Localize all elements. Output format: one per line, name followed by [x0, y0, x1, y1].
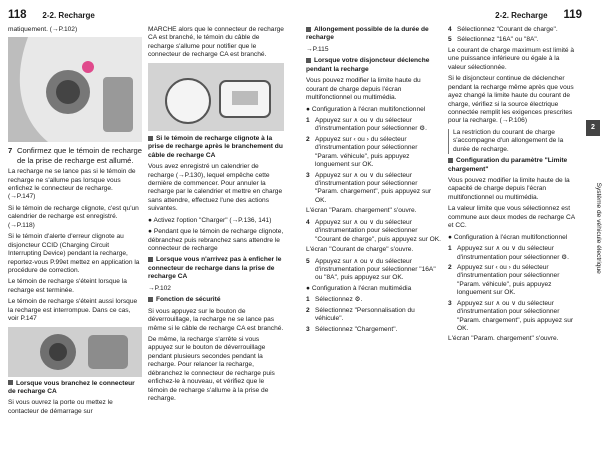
column-3	[306, 26, 442, 336]
paragraph: Si le disjoncteur continue de déclencher pendant la recharge même après que vous ayez changé la limite haute du courant de charge, vérifiez si la source électrique connectée remplit les exigences prescrites pour la recharge. (→P.106)	[448, 75, 574, 125]
multimedia-step-4: 4 Sélectionnez "Courant de charge".	[448, 26, 558, 33]
paragraph: Vous pouvez modifier la limite haute du courant de charge depuis l'écran multifonctionnel ou multimédia.	[306, 77, 421, 102]
paragraph: MARCHE alors que le connecteur de recharge CA est branché, le témoin du câble de recharge s'allume pour notifier que le connecteur de recharge CA est branché.	[148, 26, 284, 59]
paragraph: Si le témoin d'alerte d'erreur clignote au disjoncteur CCID (Charging Circuit Interrupting Device) pendant la recharge, reportez-vous P.99et mettez en application la procédure de correction.	[8, 233, 140, 274]
step-4: 4 Appuyez sur ∧ ou ∨ du sélecteur d'instrumentation pour sélectionner "Courant de charge", puis appuyez sur OK.	[306, 218, 442, 243]
square-bullet-icon	[8, 380, 13, 385]
charging-port-illustration	[8, 37, 142, 142]
step-number: 7	[8, 146, 13, 156]
step-2: 2 Appuyez sur ‹ ou › du sélecteur d'instrumentation pour sélectionner "Param. véhicule", puis appuyez longuement sur OK.	[448, 263, 560, 297]
paragraph: Le courant de charge maximum est limité à une puissance inférieure ou égale à la valeur sélectionnée.	[448, 46, 575, 71]
page-reference: →P.102	[148, 284, 171, 292]
square-bullet-icon	[306, 27, 311, 32]
multimedia-step-2: 2 Sélectionnez "Personnalisation du véhicule".	[306, 306, 415, 323]
connector-photo	[8, 327, 142, 377]
left-section-title: 2-2. Recharge	[42, 11, 95, 20]
page-reference: →P.115	[306, 45, 329, 53]
step-1: 1 Appuyez sur ∧ ou ∨ du sélecteur d'instrumentation pour sélectionner ⚙.	[306, 116, 427, 133]
left-header	[8, 8, 95, 24]
square-bullet-icon	[148, 297, 153, 302]
section-heading: Lorsque votre disjoncteur déclenche pendant la recharge	[306, 57, 430, 73]
paragraph: Si le témoin de recharge clignote, c'est qu'un calendrier de recharge est enregistré. (→P.118)	[8, 204, 139, 229]
section-heading: Lorsque vous branchez le connecteur de recharge CA	[8, 379, 135, 396]
square-bullet-icon	[306, 58, 311, 63]
bullet-item: ● Pendant que le témoin de recharge clignote, débranchez puis rebranchez sans attendre le connecteur de recharge	[148, 228, 284, 252]
paragraph: Vous avez enregistré un calendrier de recharge (→P.130), lequel empêche cette dernière de commencer. Pour annuler la recharge par le calendrier et mettre en charge sans attendre, effectuez l'une des actions suivantes.	[148, 163, 283, 213]
column-4	[448, 26, 576, 347]
connector-illustration	[8, 327, 142, 377]
chapter-tab: 2	[586, 120, 600, 136]
section-heading: Configuration du paramètre "Limite chargement"	[448, 157, 568, 173]
square-bullet-icon	[448, 158, 453, 163]
step-text: Confirmez que le témoin de recharge de la prise de recharge est allumé.	[17, 146, 142, 166]
step-note: L'écran "Param. chargement" s'ouvre.	[448, 335, 559, 343]
charging-port-photo	[8, 37, 142, 142]
section-heading: Fonction de sécurité	[148, 296, 284, 304]
left-page-number: 118	[8, 9, 27, 21]
step-note: L'écran "Param. chargement" s'ouvre.	[306, 207, 417, 215]
right-header	[495, 8, 582, 24]
section-heading: Lorsque vous n'arrivez pas à enficher le connecteur de recharge dans la prise de recharge CA	[148, 256, 282, 281]
instrument-cluster-illustration	[148, 63, 284, 131]
subheading: ● Configuration à l'écran multimédia	[306, 284, 412, 292]
subheading: ● Configuration à l'écran multifonctionnel	[448, 233, 568, 241]
paragraph: Vous pouvez modifier la limite haute de la capacité de charge depuis l'écran multifonctionnel ou multimédia.	[448, 177, 570, 201]
paragraph: De même, la recharge s'arrête si vous appuyez sur le bouton de déverrouillage pendant plusieurs secondes pendant la recharge. Pour relancer la recharge, débranchez le connecteur de recharge puis enfichez-le à nouveau, et vérifiez que le témoin de recharge s'allume à la prise de recharge.	[148, 335, 275, 402]
square-bullet-icon	[148, 136, 153, 141]
bullet-item: ● Activez l'option "Charger" (→P.136, 141)	[148, 216, 272, 224]
paragraph: Le témoin de recharge s'éteint lorsque la recharge est terminée.	[8, 278, 127, 294]
step-7	[8, 146, 142, 166]
multimedia-step-5: 5 Sélectionnez "16A" ou "8A".	[448, 36, 539, 44]
square-bullet-icon	[148, 257, 153, 262]
step-3: 3 Appuyez sur ∧ ou ∨ du sélecteur d'instrumentation pour sélectionner "Param. chargement", puis appuyez sur OK.	[306, 171, 432, 204]
paragraph: La valeur limite que vous sélectionnez est commune aux deux modes de recharge CA et CC.	[448, 205, 575, 230]
note-text: La restriction du courant de charge s'accompagne d'un allongement de la durée de recharge.	[448, 129, 576, 154]
column-1	[8, 26, 142, 419]
multimedia-step-3: 3 Sélectionnez "Chargement".	[306, 325, 398, 333]
instrument-cluster-photo	[148, 63, 284, 131]
right-page-number: 119	[563, 9, 582, 21]
paragraph: La recharge ne se lance pas si le témoin de recharge ne s'allume pas lorsque vous enfichez le connecteur de recharge. (→P.147)	[8, 168, 136, 201]
section-heading: Allongement possible de la durée de recharge	[306, 26, 429, 42]
chapter-side-label	[588, 150, 602, 310]
paragraph: Le témoin de recharge s'éteint aussi lorsque la recharge est interrompue. Dans ce cas, voir P.147	[8, 298, 138, 323]
paragraph: Si vous appuyez sur le bouton de déverrouillage, la recharge ne se lance pas même si le câble de recharge CA est branché.	[148, 307, 284, 332]
step-5: 5 Appuyez sur ∧ ou ∨ du sélecteur d'instrumentation pour sélectionner "16A" ou "8A", puis appuyez sur OK.	[306, 257, 436, 282]
intro-text: matiquement. (→P.102)	[8, 26, 78, 33]
multimedia-step-1: 1 Sélectionnez ⚙.	[306, 296, 363, 304]
step-note: L'écran "Courant de charge" s'ouvre.	[306, 246, 414, 254]
chapter-label-text: Système de véhicule électrique	[595, 182, 602, 274]
section-heading: Si le témoin de recharge clignote à la prise de recharge après le branchement du câble de recharge CA	[148, 134, 283, 159]
step-3: 3 Appuyez sur ∧ ou ∨ du sélecteur d'instrumentation pour sélectionner "Param. chargement", puis appuyez sur OK.	[448, 299, 574, 332]
step-1: 1 Appuyez sur ∧ ou ∨ du sélecteur d'instrumentation pour sélectionner ⚙.	[448, 245, 569, 261]
paragraph: Si vous ouvrez la porte ou mettez le contacteur de démarrage sur	[8, 399, 113, 415]
step-2: 2 Appuyez sur ‹ ou › du sélecteur d'instrumentation pour sélectionner "Param. véhicule", puis appuyez longuement sur OK.	[306, 135, 418, 169]
column-2	[148, 26, 284, 406]
right-section-title: 2-2. Recharge	[495, 11, 548, 20]
subheading: ● Configuration à l'écran multifonctionnel	[306, 105, 426, 113]
